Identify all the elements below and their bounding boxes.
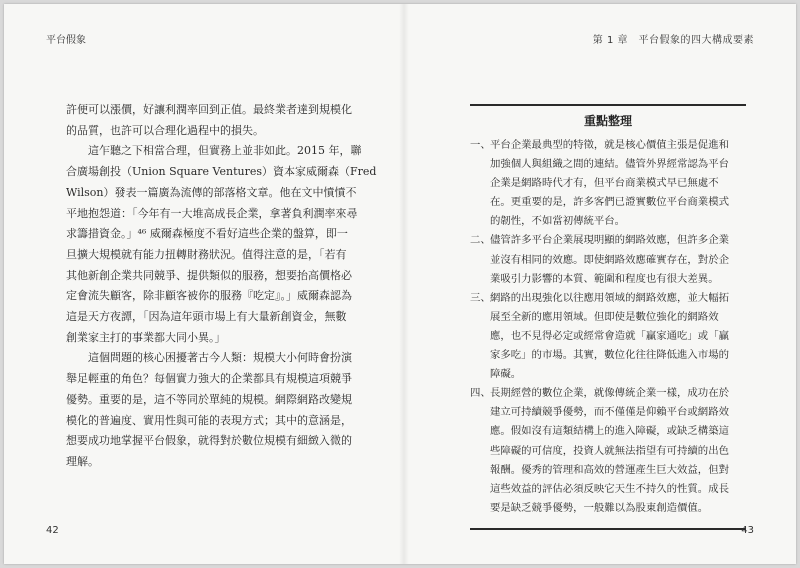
running-head-left: 平台假象 [46, 35, 86, 46]
body-paragraph [66, 141, 377, 348]
key-points-list [470, 136, 746, 518]
key-point-line: 的韌性，不如當初傳統平台。 [490, 215, 626, 228]
body-line: 想要成功地掌握平台假象，就得對於數位規模有細緻入微的 [66, 434, 352, 448]
body-line: 合廣場創投（Union Square Ventures）資本家威爾森（Fred [66, 165, 377, 179]
key-point-line: 並沒有相同的效應。即使網路效應確實存在，對於企 [490, 253, 729, 266]
body-line: 定會流失顧客，除非顧客被你的服務『吃定』。」威爾森認為 [66, 289, 352, 303]
key-point-line: 業吸引力影響的本質、範圍和程度也有很大差異。 [490, 272, 719, 285]
body-line: 平地抱怨道：「今年有一大堆高成長企業，拿著負利潤率來尋 [66, 206, 358, 220]
body-line: 理解。 [66, 454, 99, 468]
body-line: 其他新創企業共同競爭、提供類似的服務，想要抬高價格必 [66, 268, 352, 282]
key-point-number: 四、 [470, 387, 491, 400]
key-point-line: 應，也不見得必定或經常會造就「贏家通吃」或「贏 [490, 329, 729, 342]
running-head-right: 第 1 章 平台假象的四大構成要素 [592, 35, 754, 46]
body-line: 創業家主打的事業都大同小異。」 [66, 330, 226, 344]
key-point-line: 長期經營的數位企業，就像傳統企業一樣，成功在於 [490, 387, 729, 400]
key-point-line: 障礙。 [490, 368, 522, 381]
body-line: 這乍聽之下相當合理，但實務上並非如此。2015 年，聯 [88, 144, 362, 158]
key-point-item [470, 136, 746, 231]
key-point-line: 企業是網路時代才有，但平台商業模式早已無處不 [490, 177, 719, 190]
key-point-number: 一、 [470, 139, 491, 151]
left-page-body [66, 100, 377, 473]
key-point-line: 在。更重要的是，許多客們已證實數位平台商業模式 [490, 196, 729, 209]
key-point-line: 平台企業最典型的特徵，就是核心價值主張是促進和 [490, 139, 729, 151]
key-point-line: 家多吃」的市場。其實，數位化往往降低進入市場的 [490, 349, 729, 362]
body-line: 的品質，也許可以合理化過程中的損失。 [66, 123, 264, 137]
key-point-item [470, 289, 746, 384]
key-point-number: 三、 [470, 291, 491, 304]
body-paragraph [66, 348, 371, 472]
key-point-line: 網路的出現強化以往應用領域的網路效應，並大幅拓 [490, 291, 729, 304]
body-line: 模化的普遍度、實用性與可能的表現方式；其中的意涵是， [66, 413, 352, 427]
body-line: 這是天方夜譚，「因為這年頭市場上有大量新創資金，無數 [66, 310, 347, 324]
book-spread [4, 4, 796, 564]
body-paragraph [66, 100, 371, 141]
body-line: 這個問題的核心困擾著古今人類：規模大小何時會扮演 [88, 351, 352, 365]
key-point-line: 要是缺乏競爭優勢，一般難以為股東創造價值。 [490, 501, 709, 514]
page-number-left: 42 [46, 525, 59, 536]
key-point-line: 儘管許多平台企業展現明顯的網路效應，但許多企業 [490, 234, 729, 247]
key-point-line: 些障礙的可信度，投資人就無法指望有可持續的出色 [490, 444, 729, 457]
key-point-text [490, 384, 746, 518]
key-point-line: 這些效益的評估必須反映它天生不持久的性質。成長 [490, 482, 729, 495]
body-line: 舉足輕重的角色？每個實力強大的企業都具有規模這項競爭 [66, 372, 352, 386]
key-point-text [490, 136, 746, 231]
key-points-title: 重點整理 [583, 114, 632, 128]
body-line: 優勢。重要的是，這不等同於單純的規模。網際網路改變規 [66, 392, 352, 406]
key-point-line: 加強個人與組織之間的連結。儘管外界經常認為平台 [490, 158, 729, 171]
body-line: 旦擴大規模就有能力扭轉財務狀況。值得注意的是，「若有 [66, 247, 347, 261]
key-point-line: 應。假如沒有這類結構上的進入障礙，或缺乏構築這 [490, 425, 729, 438]
key-point-text [490, 231, 746, 288]
key-point-line: 展至全新的應用領域。但即使是數位強化的網路效 [490, 310, 719, 323]
page-number-right: 43 [741, 525, 754, 536]
key-point-item [470, 231, 746, 288]
key-point-line: 報酬。優秀的管理和高效的營運產生巨大效益，但對 [490, 463, 729, 476]
key-point-line: 建立可持續競爭優勢，而不僅僅是仰賴平台或網路效 [490, 406, 729, 419]
key-point-item [470, 384, 746, 518]
page-gutter [399, 4, 409, 564]
key-points-box [470, 104, 746, 530]
key-point-number: 二、 [470, 234, 491, 247]
key-point-text [490, 289, 746, 384]
body-line: 許便可以漲價，好讓利潤率回到正值。最終業者達到規模化 [66, 103, 352, 116]
body-line: 求籌措資金。」⁴⁶ 威爾森極度不看好這些企業的盤算，即一 [66, 227, 348, 241]
body-line: Wilson）發表一篇廣為流傳的部落格文章。他在文中憤憤不 [66, 185, 357, 199]
